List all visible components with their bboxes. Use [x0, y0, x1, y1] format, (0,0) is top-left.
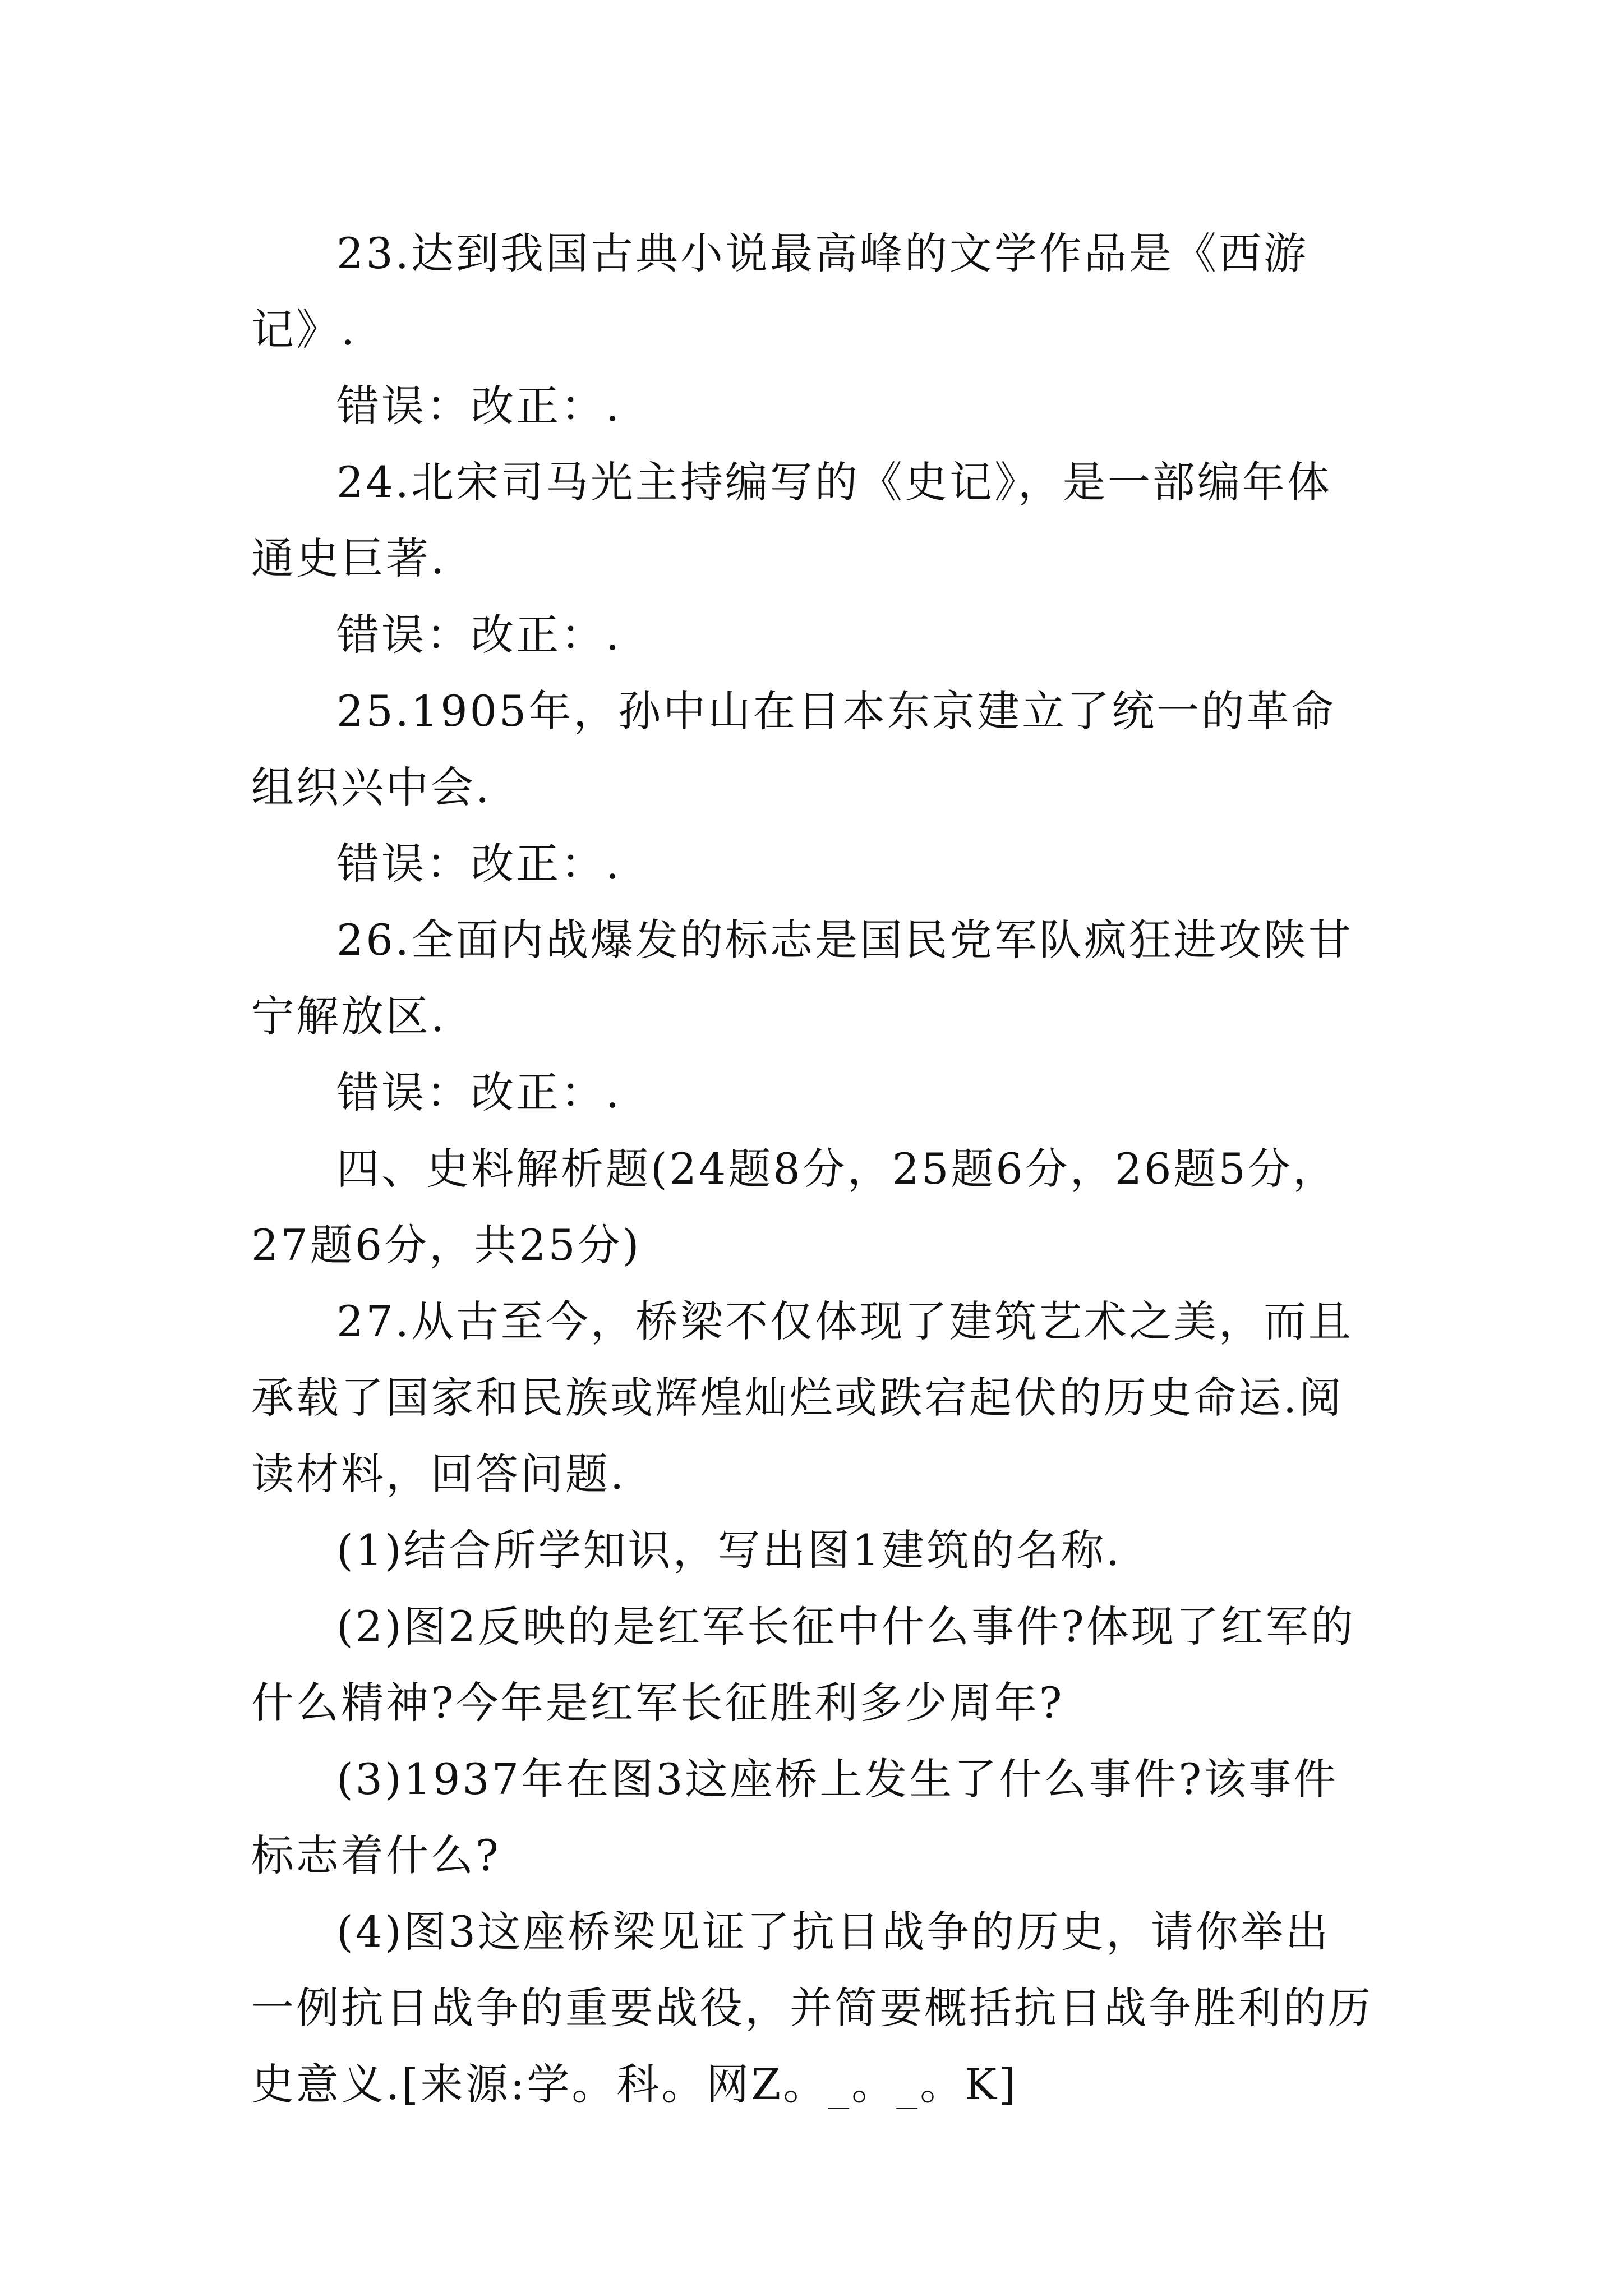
question-25: 25.1905年，孙中山在日本东京建立了统一的革命组织兴中会.: [251, 686, 1336, 812]
question-27-part-1: (1)结合所学知识，写出图1建筑的名称.: [336, 1525, 1122, 1575]
answer-line-26: 错误：改正：.: [336, 1068, 622, 1117]
answer-line-24: 错误：改正：.: [336, 610, 622, 660]
answer-line-25: 错误：改正：.: [336, 839, 622, 889]
question-27-part-3: (3)1937年在图3这座桥上发生了什么事件?该事件标志着什么?: [251, 1754, 1339, 1880]
question-27-part-2: (2)图2反映的是红军长征中什么事件?体现了红军的什么精神?今年是红军长征胜利多少周年?: [251, 1602, 1355, 1728]
question-27-part-4: (4)图3这座桥梁见证了抗日战争的历史，请你举出一例抗日战争的重要战役，并简要概括抗日战争胜利的历史意义.[来源:学。科。网Z。_。_。K]: [251, 1907, 1373, 2109]
question-23: 23.达到我国古典小说最高峰的文学作品是《西游记》.: [251, 228, 1308, 355]
document-body: [251, 215, 1373, 2123]
answer-line-23: 错误：改正：.: [336, 381, 622, 431]
question-24: 24.北宋司马光主持编写的《史记》，是一部编年体通史巨著.: [251, 457, 1332, 583]
section-heading: 四、史料解析题(24题8分，25题6分，26题5分，27题6分，共25分): [251, 1144, 1338, 1270]
question-26: 26.全面内战爆发的标志是国民党军队疯狂进攻陕甘宁解放区.: [251, 915, 1353, 1041]
question-27: 27.从古至今，桥梁不仅体现了建筑艺术之美，而且承载了国家和民族或辉煌灿烂或跌宕起伏的历史命运.阅读材料，回答问题.: [251, 1296, 1353, 1499]
